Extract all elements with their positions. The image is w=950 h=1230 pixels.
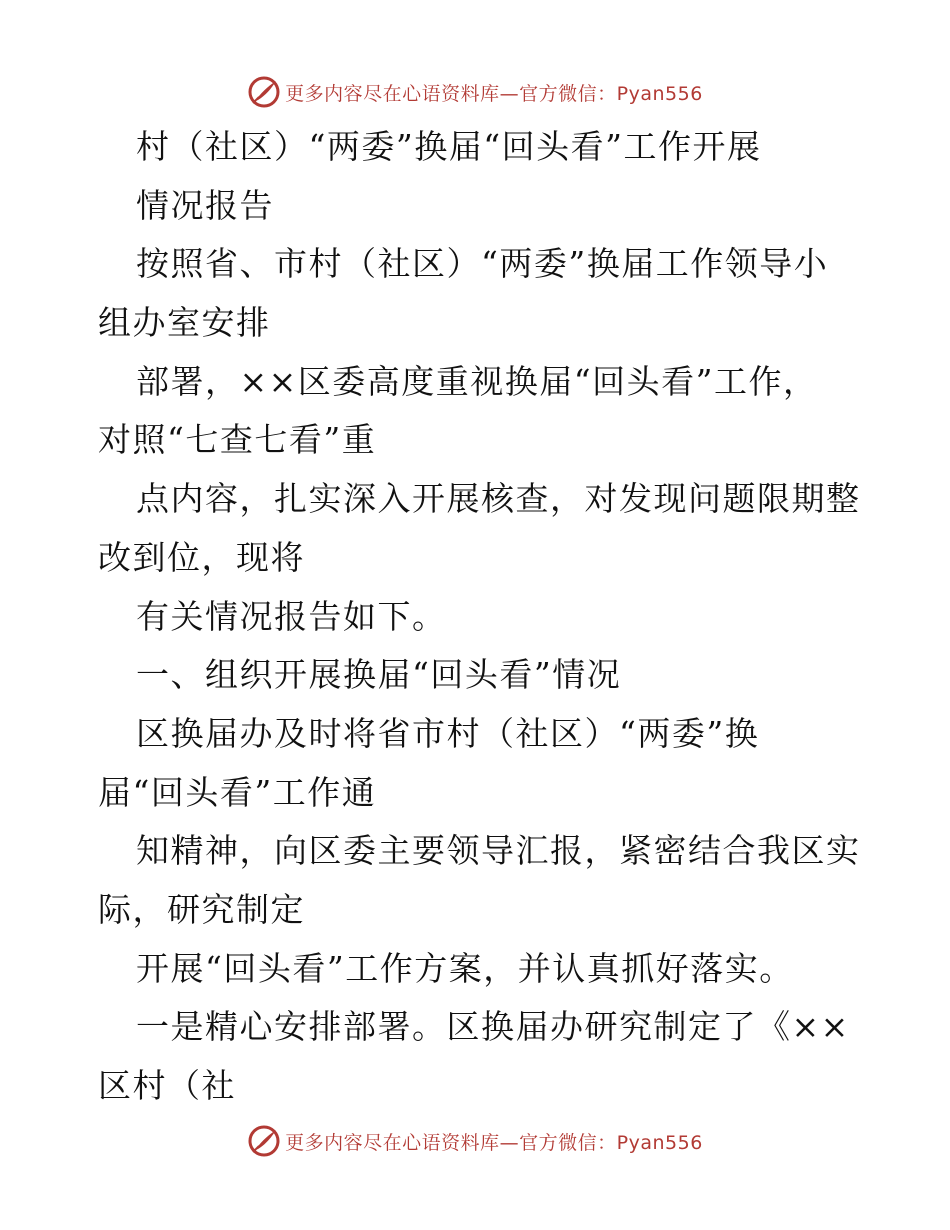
title-line-2: 情况报告	[136, 185, 274, 225]
paragraph-line: 际，研究制定	[98, 889, 305, 929]
paragraph-line: 组办室安排	[98, 303, 271, 343]
document-body	[98, 118, 861, 1116]
paragraph-line: 对照“七查七看”重	[98, 420, 377, 460]
feather-pen-logo-icon	[247, 1124, 281, 1158]
paragraph-line: 开展“回头看”工作方案，并认真抓好落实。	[136, 948, 794, 988]
feather-pen-logo-icon	[247, 75, 281, 109]
paragraph-line: 改到位，现将	[98, 537, 305, 577]
paragraph-line: 部署，××区委高度重视换届“回头看”工作，	[136, 361, 818, 401]
header-watermark	[0, 72, 950, 112]
paragraph-line: 点内容，扎实深入开展核查，对发现问题限期整	[136, 479, 861, 519]
title-line-1: 村（社区）“两委”换届“回头看”工作开展	[136, 127, 762, 166]
footer-watermark	[0, 1121, 950, 1161]
paragraph-line: 区换届办及时将省市村（社区）“两委”换	[136, 713, 760, 753]
paragraph-line: 按照省、市村（社区）“两委”换届工作领导小	[136, 244, 829, 284]
paragraph-line: 区村（社	[98, 1066, 236, 1105]
paragraph-line: 知精神，向区委主要领导汇报，紧密结合我区实	[136, 831, 861, 871]
paragraph-line: 一是精心安排部署。区换届办研究制定了《××	[136, 1007, 850, 1047]
section-heading: 一、组织开展换届“回头看”情况	[136, 655, 622, 695]
paragraph-line: 有关情况报告如下。	[136, 596, 447, 636]
paragraph-line: 届“回头看”工作通	[98, 772, 377, 812]
watermark-text: 更多内容尽在心语资料库—官方微信：Pyan556	[285, 82, 703, 105]
watermark-text: 更多内容尽在心语资料库—官方微信：Pyan556	[285, 1131, 703, 1154]
